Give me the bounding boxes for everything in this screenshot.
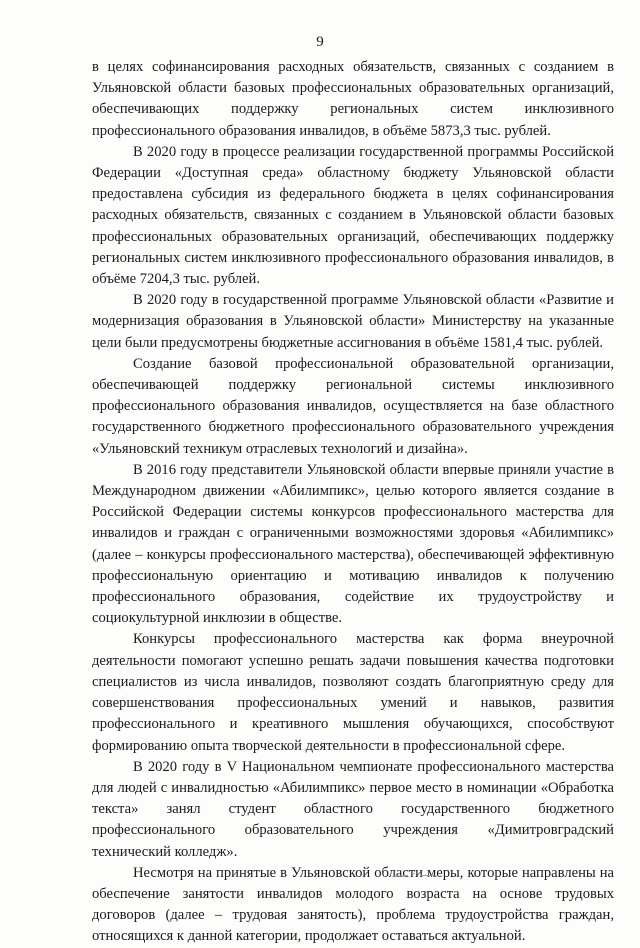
- paragraph-4: Создание базовой профессиональной образовательной организации, обеспечивающей поддержку региональной системы инклюзивного профессионального образования инвалидов, осуществляется на базе областного государственного бюджетного профессионального образовательного учреждения «Ульяновский техникум отраслевых технологий и дизайна».: [92, 355, 614, 457]
- paragraph-7: В 2020 году в V Национальном чемпионате профессионального мастерства для людей с инвалидностью «Абилимпикс» первое место в номинации «Обработка текста» занял студент областного государственного бюджетного профессионального образовательного учреждения «Димитровградский технический колледж».: [92, 758, 614, 860]
- paragraph-6: Конкурсы профессионального мастерства как форма внеурочной деятельности помогают успешно решать задачи повышения качества подготовки специалистов из числа инвалидов, позволяют создать благоприятную среду для совершенствования профессиональных умений и навыков, развития профессионального и креативного мышления обучающихся, способствуют формированию опыта творческой деятельности в профессиональной сфере.: [92, 631, 614, 754]
- page-number: 9: [316, 34, 324, 50]
- paragraph-8: Несмотря на принятые в Ульяновской области меры, которые направлены на обеспечение занятости инвалидов молодого возраста на основе трудовых договоров (далее – трудовая занятость), проблема трудоустройства граждан, относящихся к данной категории, продолжает оставаться актуальной.: [92, 864, 614, 945]
- paragraph-1: в целях софинансирования расходных обязательств, связанных с созданием в Ульяновской области базовых профессиональных образовательных организаций, обеспечивающих поддержку региональных систем инклюзивного профессионального образования инвалидов, в объёме 5873,3 тыс. рублей.: [92, 59, 614, 139]
- page-body: [92, 57, 614, 948]
- paragraph-3: В 2020 году в государственной программе Ульяновской области «Развитие и модернизация образования в Ульяновской области» Министерству на указанные цели были предусмотрены бюджетные ассигнования в объёме 1581,4 тыс. рублей.: [92, 292, 614, 351]
- scan-mark: [390, 868, 450, 882]
- paragraph-2: В 2020 году в процессе реализации государственной программы Российской Федерации «Доступная среда» областному бюджету Ульяновской области предоставлена субсидия из федерального бюджета в целях софинансирования расходных обязательств, связанных с созданием в Ульяновской области базовых профессиональных образовательных организаций, обеспечивающих поддержку региональных систем инклюзивного профессионального образования инвалидов, в объёме 7204,3 тыс. рублей.: [92, 143, 614, 288]
- paragraph-5: В 2016 году представители Ульяновской области впервые приняли участие в Международном движении «Абилимпикс», целью которого является создание в Российской Федерации системы конкурсов профессионального мастерства для инвалидов и граждан с ограниченными возможностями здоровья «Абилимпикс» (далее – конкурсы профессионального мастерства), обеспечивающей эффективную профессиональную ориентацию и мотивацию инвалидов к получению профессионального образования, содействие их трудоустройству и социокультурной инклюзии в обществе.: [92, 461, 614, 627]
